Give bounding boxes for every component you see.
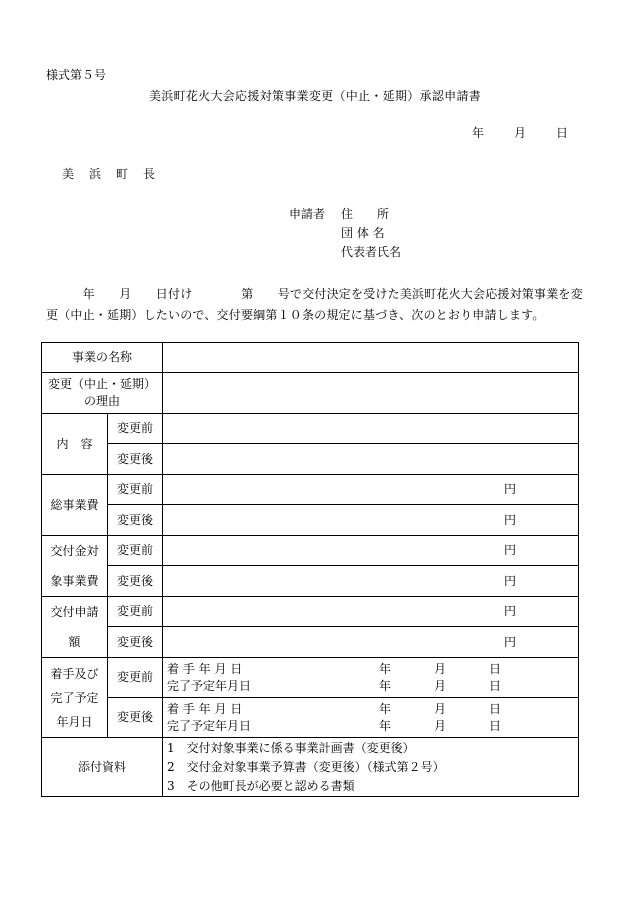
reason-label — [42, 373, 163, 414]
attachment-item: 2 交付金対象事業予算書（変更後）（様式第２号） — [167, 759, 445, 774]
document-title: 美浜町花火大会応援対策事業変更（中止・延期）承認申請書 — [148, 89, 482, 103]
date-day: 日 — [556, 126, 569, 140]
date-year: 年 — [472, 126, 485, 140]
month-unit: 月 — [434, 701, 447, 716]
end-label: 完了予定年月日 — [167, 718, 252, 733]
month-unit: 月 — [434, 678, 447, 693]
attachment-item: 3 その他町長が必要と認める書類 — [167, 778, 355, 793]
yen-unit: 円 — [504, 573, 517, 588]
total-cost-after-label: 変更後 — [108, 505, 163, 536]
day-unit: 日 — [489, 701, 502, 716]
subsidy-request-line1: 交付申請 — [50, 605, 99, 619]
row-reason — [42, 373, 579, 414]
applicant-label: 申請者 — [289, 207, 326, 221]
yen-unit: 円 — [504, 634, 517, 649]
subsidy-target-label — [42, 536, 108, 597]
day-unit: 日 — [489, 678, 502, 693]
applicant-block — [289, 205, 401, 262]
yen-unit: 円 — [504, 512, 517, 527]
project-name-label: 事業の名称 — [42, 343, 163, 373]
schedule-after-label: 変更後 — [108, 698, 163, 738]
addressee: 美浜町長 — [62, 167, 171, 181]
subsidy-target-line1: 交付金対 — [50, 544, 99, 558]
attachment-item: 1 交付対象事業に係る事業計画書（変更後） — [167, 740, 415, 755]
start-label: 着 手 年 月 日 — [167, 661, 243, 676]
total-cost-after-field[interactable] — [163, 505, 579, 536]
start-date-row — [167, 701, 574, 718]
attachments-list — [163, 738, 579, 797]
applicant-rep: 代表者氏名 — [341, 245, 402, 259]
yen-unit: 円 — [504, 482, 517, 496]
schedule-line2: 完了予定 — [50, 690, 99, 705]
subsidy-target-before-field[interactable] — [163, 536, 579, 566]
content-label: 内 容 — [42, 414, 108, 475]
content-before-label: 変更前 — [108, 414, 163, 444]
subsidy-request-label — [42, 597, 108, 658]
month-unit: 月 — [434, 661, 447, 676]
applicant-address: 住 所 — [341, 207, 390, 221]
month-unit: 月 — [434, 718, 447, 733]
subsidy-request-before-field[interactable] — [163, 597, 579, 627]
application-table — [41, 342, 579, 797]
year-unit: 年 — [379, 661, 392, 676]
yen-unit: 円 — [504, 604, 517, 618]
body-text: 年 月 日付け 第 号で交付決定を受けた美浜町花火大会応援対策事業を変更（中止・延期）したいので、交付要綱第１０条の規定に基づき、次のとおり申請します。 — [46, 287, 583, 322]
schedule-label — [42, 658, 108, 738]
start-date-row — [167, 661, 574, 678]
end-date-row — [167, 678, 574, 695]
content-before-field[interactable] — [163, 414, 579, 444]
schedule-before-field[interactable] — [163, 658, 579, 698]
total-cost-label: 総事業費 — [42, 475, 108, 536]
project-name-field[interactable] — [163, 343, 579, 373]
date-line — [472, 124, 568, 141]
reason-label-line2: の理由 — [84, 394, 121, 408]
total-cost-before-field[interactable] — [163, 475, 579, 505]
reason-field[interactable] — [163, 373, 579, 414]
total-cost-before-label: 変更前 — [108, 475, 163, 505]
subsidy-target-before-label: 変更前 — [108, 536, 163, 566]
year-unit: 年 — [379, 718, 392, 733]
content-after-field[interactable] — [163, 444, 579, 475]
subsidy-target-after-label: 変更後 — [108, 566, 163, 597]
schedule-before-label: 変更前 — [108, 658, 163, 698]
day-unit: 日 — [489, 661, 502, 676]
subsidy-request-before-label: 変更前 — [108, 597, 163, 627]
applicant-org: 団 体 名 — [341, 226, 385, 240]
subsidy-request-after-field[interactable] — [163, 627, 579, 658]
content-after-label: 変更後 — [108, 444, 163, 475]
schedule-line3: 年月日 — [56, 714, 93, 729]
attachments-label: 添付資料 — [42, 738, 163, 797]
row-project-name — [42, 343, 579, 373]
subsidy-request-after-label: 変更後 — [108, 627, 163, 658]
schedule-after-field[interactable] — [163, 698, 579, 738]
form-number: 様式第５号 — [46, 68, 107, 82]
year-unit: 年 — [379, 678, 392, 693]
day-unit: 日 — [489, 718, 502, 733]
schedule-line1: 着手及び — [50, 666, 99, 681]
yen-unit: 円 — [504, 543, 517, 557]
date-month: 月 — [514, 126, 527, 140]
subsidy-target-line2: 象事業費 — [50, 574, 99, 588]
end-date-row — [167, 718, 574, 735]
subsidy-target-after-field[interactable] — [163, 566, 579, 597]
subsidy-request-line2: 額 — [68, 635, 81, 649]
year-unit: 年 — [379, 701, 392, 716]
end-label: 完了予定年月日 — [167, 678, 252, 693]
reason-label-line1: 変更（中止・延期） — [48, 377, 157, 391]
start-label: 着 手 年 月 日 — [167, 701, 243, 716]
